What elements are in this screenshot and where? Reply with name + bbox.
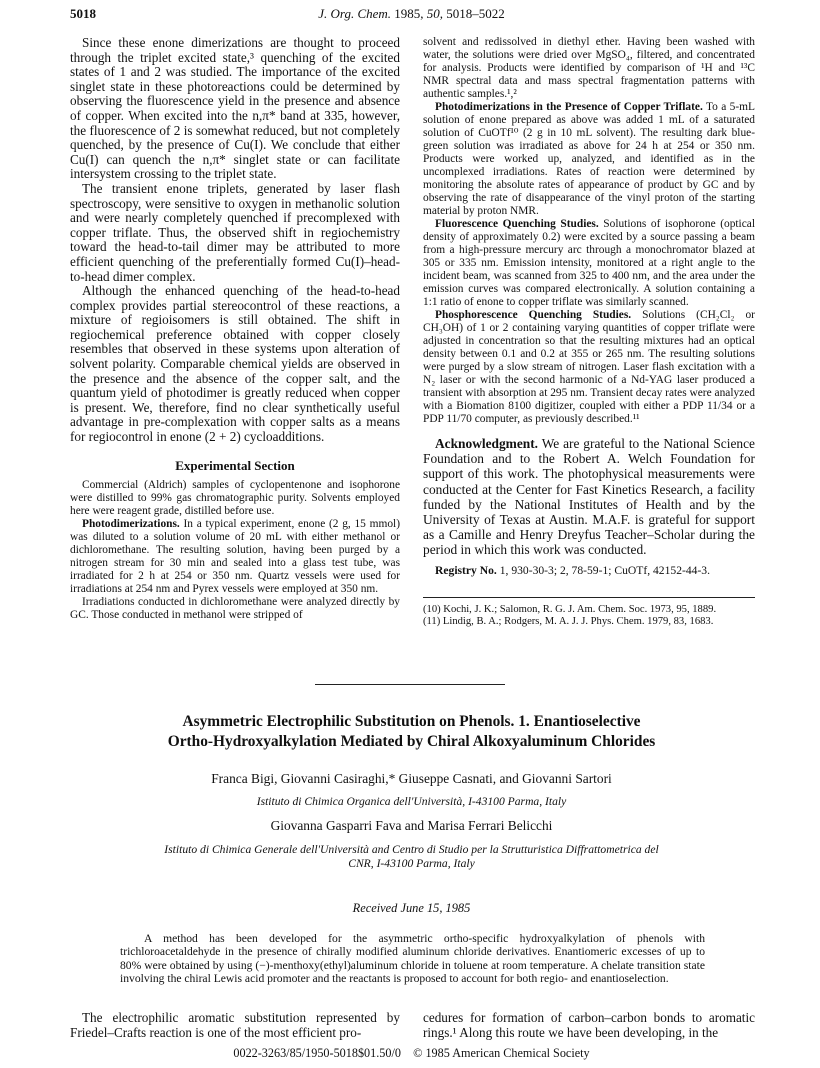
section-heading: Experimental Section xyxy=(175,457,295,473)
title-line: Ortho-Hydroxyalkylation Mediated by Chiral Alkoxyaluminum Chlorides xyxy=(167,733,656,750)
received-date: Received June 15, 1985 xyxy=(352,901,471,915)
author-list: Franca Bigi, Giovanni Casiraghi,* Giuseppe Casnati, and Giovanni Sartori xyxy=(211,771,612,786)
reference-item: (11) Lindig, B. A.; Rodgers, M. A. J. J. Phys. Chem. 1979, 83, 1683. xyxy=(423,616,714,628)
journal-pages: 5018–5022 xyxy=(446,6,505,21)
paragraph: solvent and redissolved in diethyl ether. Having been washed with water, the solutions were dried over MgSO₄, filtered, and concentrated for analysis. Products were identified by comparison of ¹H and ¹³C NMR spectral data and mass spectral fragmentation patterns with authentic samples.¹,² xyxy=(423,36,755,100)
paragraph-text: To a 5-mL solution of enone prepared as above was added 1 mL of a saturated solution of CuOTf¹⁰ (2 g in 10 mL solvent). The resulting dark blue-green solution was irradiated as above for 24 h at 254 or 350 nm. Products were worked up, analyzed, and identified as in the uncomplexed irradiations. Rates of reaction were determined by monitoring the absolute rates of appearance of product by GC and by observing the rate of disappearance of the vinyl proton of the starting material by proton NMR. xyxy=(423,101,755,217)
paragraph: The transient enone triplets, generated by laser flash spectroscopy, were sensitive to oxygen in methanolic solution and were nearly completely quenched if precomplexed with copper triflate. Thus, the observed shift in regiochemistry toward the head-to-tail dimer may be attributed to more efficient quenching of the preferentially formed Cu(I)–head-to-head dimer complex. xyxy=(70,180,400,284)
article-separator xyxy=(315,684,505,685)
run-in-heading: Phosphorescence Quenching Studies. xyxy=(435,309,632,321)
paragraph xyxy=(423,101,755,218)
paragraph xyxy=(423,309,755,426)
left-column xyxy=(70,36,400,622)
run-in-heading: Photodimerizations in the Presence of Copper Triflate. xyxy=(435,101,703,113)
affiliation-line: Istituto di Chimica Generale dell'Università and Centro di Studio per la Strutturistica Diffrattometrica del xyxy=(164,843,659,856)
run-in-heading: Registry No. xyxy=(435,563,497,577)
paragraph-text: Solutions of isophorone (optical density of approximately 0.2) were excited by a source passing a beam from a high-pressure mercury arc through a monochromator blazed at 305 or 335 nm. Emission intensity, monitored at a right angle to the incident beam, was scanned from 325 to 400 nm, and the area under the emission curves was compared electronically. A solution containing a 1:1 ratio of enone to copper triflate was similarly scanned. xyxy=(423,218,755,308)
paragraph xyxy=(70,518,400,596)
acknowledgment xyxy=(423,436,755,558)
experimental-text-cont xyxy=(423,36,755,426)
paragraph xyxy=(423,436,755,558)
reference-item: (10) Kochi, J. K.; Salomon, R. G. J. Am. Chem. Soc. 1973, 95, 1889. xyxy=(423,603,717,615)
journal-year: 1985, xyxy=(394,6,424,21)
copyright: © 1985 American Chemical Society xyxy=(413,1046,590,1060)
affiliation-line: CNR, I-43100 Parma, Italy xyxy=(348,857,475,870)
journal-volume: 50, xyxy=(426,6,444,21)
run-in-heading: Photodimerizations. xyxy=(82,518,180,531)
paragraph-text: Solutions (CH₂Cl₂ or CH₃OH) of 1 or 2 containing varying quantities of copper triflate were adjusted in concentration so that the resulting mixtures had an optical density between 0.1 and 0.2 at 355 or 265 nm. The resulting solutions were purged by a slow stream of nitrogen. Laser flash excitation with a N₂ laser or with the second harmonic of a Nd-YAG laser produced a transient with absorption at 295 nm. Transient decay rates were analyzed with a Biomation 8100 digitizer, coupled with either a PDP 11/34 or a PDP 11/70 computer, as previously described.¹¹ xyxy=(423,309,755,425)
affiliation: Istituto di Chimica Organica dell'Università, I-43100 Parma, Italy xyxy=(256,795,567,808)
page-footer xyxy=(70,1046,753,1061)
paragraph-text: We are grateful to the National Science Foundation and to the Robert A. Welch Foundation for support of this work. The photophysical measurements were conducted at the Center for Fast Kinetics Research, a facility funded by the National Institutes of Health and by the University of Texas at Austin. M.A.F. is grateful for support as a Camille and Henry Dreyfus Teacher–Scholar during the period in which this work was conducted. xyxy=(423,436,755,558)
paragraph-text: In a typical experiment, enone (2 g, 15 mmol) was diluted to a solution volume of 20 mL with either methanol or dichloromethane. The resulting solution, having been purged by a nitrogen stream for 30 min and sealed into a glass test tube, was irradiated for 2 h at 254 or 350 nm. Quartz vessels were used for irradiations at 254 nm and Pyrex vessels were employed at 350 nm. xyxy=(70,518,400,596)
paragraph-text: 1, 930-30-3; 2, 78-59-1; CuOTf, 42152-44-3. xyxy=(499,563,711,577)
affiliation xyxy=(70,843,753,871)
page-number: 5018 xyxy=(70,6,96,21)
journal-citation xyxy=(70,6,753,22)
title-line: Asymmetric Electrophilic Substitution on Phenols. 1. Enantioselective xyxy=(182,713,641,730)
references xyxy=(423,597,755,629)
paragraph xyxy=(423,218,755,309)
author-list: Giovanna Gasparri Fava and Marisa Ferrari Belicchi xyxy=(270,818,553,833)
paragraph: Although the enhanced quenching of the head-to-head complex provides partial stereocontrol of these reactions, a mixture of regioisomers is still obtained. The shift in regiochemical preference obtained with copper closely resembles that observed in these systems upon alteration of solvent polarity. Comparable chemical yields are observed in the presence and the absence of the copper salt, and the quantum yield of photodimer is greatly reduced when copper is present. We, therefore, find no clear synthetically useful advantage in pre-complexation with copper salts as a means for regiocontrol in enone (2 + 2) cycloadditions. xyxy=(70,283,400,445)
body-text-right: cedures for formation of carbon–carbon bonds to aromatic rings.¹ Along this route we have been developing, in the xyxy=(423,1010,755,1040)
running-header xyxy=(70,6,753,26)
body-text-left: The electrophilic aromatic substitution represented by Friedel–Crafts reaction is one of the most efficient pro- xyxy=(70,1010,400,1040)
run-in-heading: Fluorescence Quenching Studies. xyxy=(435,218,599,230)
experimental-text xyxy=(70,479,400,622)
paragraph: Since these enone dimerizations are thought to proceed through the triplet excited state,³ quenching of the excited states of 1 and 2 was studied. The importance of the excited singlet state in these photoreactions could be determined by observing the fluorescence yield in the presence and absence of copper. When excited into the n,π* band at 335, however, the fluorescence of 2 is somewhat reduced, but not completely quenched, by the presence of Cu(I). We conclude that either Cu(I) can quench the n,π* singlet state or can facilitate intersystem crossing to the triplet state. xyxy=(70,35,400,182)
run-in-heading: Acknowledgment. xyxy=(435,436,539,451)
journal-name: J. Org. Chem. xyxy=(318,6,392,21)
right-column xyxy=(423,36,755,629)
registry-numbers xyxy=(423,564,755,577)
abstract: A method has been developed for the asymmetric ortho-specific hydroxyalkylation of phenols with trichloroacetaldehyde in the presence of chirally modified aluminum chloride derivatives. Enantiomeric excesses of up to 80% were obtained by using (−)-menthoxy(ethyl)aluminum chloride in toluene at room temperature. A chelate transition state involving the chiral Lewis acid promoter and the reactants is proposed to account for both regio- and enantioselection. xyxy=(120,932,705,986)
article-title xyxy=(70,712,753,752)
paragraph: Irradiations conducted in dichloromethane were analyzed directly by GC. Those conducted in methanol were stripped of xyxy=(70,596,400,622)
article-code: 0022-3263/85/1950-5018$01.50/0 xyxy=(233,1046,401,1060)
paragraph xyxy=(423,564,755,577)
paragraph: Commercial (Aldrich) samples of cyclopentenone and isophorone were distilled to 99% gas chromatographic purity. Solvents employed here were reagent grade, distilled before use. xyxy=(70,479,400,518)
